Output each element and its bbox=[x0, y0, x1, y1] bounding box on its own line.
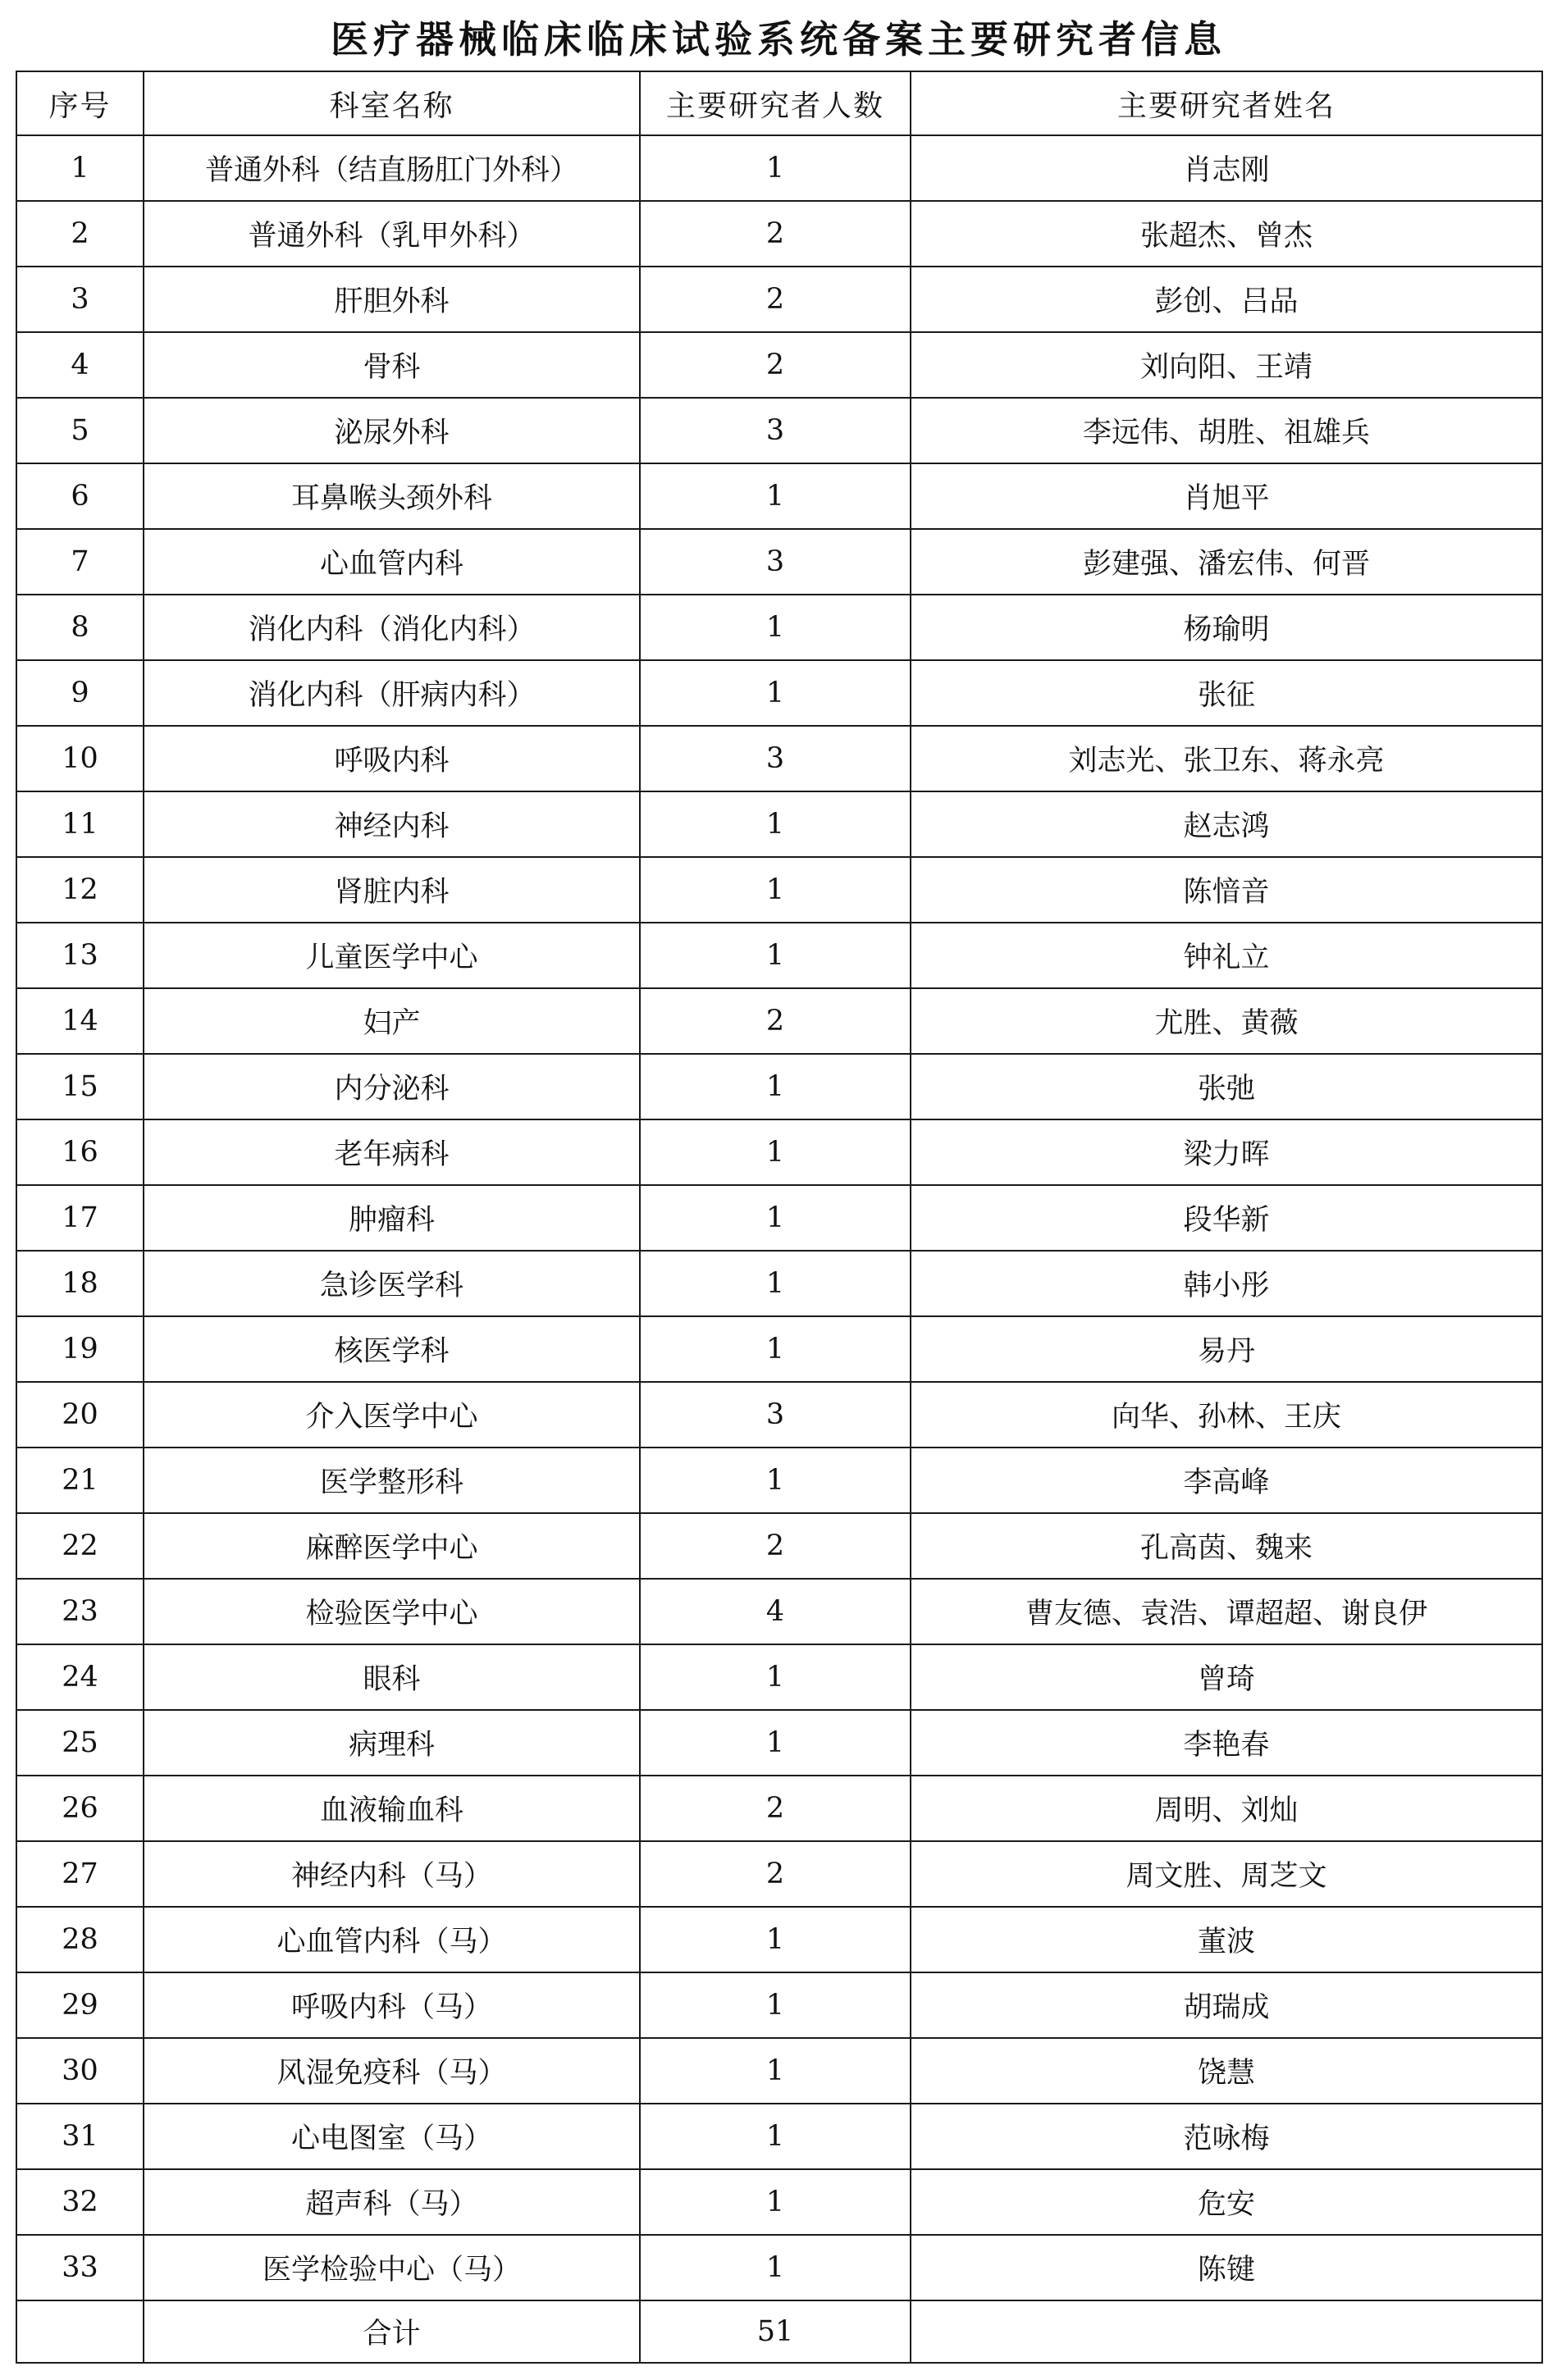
row-investigator-names: 胡瑞成 bbox=[911, 1972, 1542, 2038]
row-department: 麻醉医学中心 bbox=[144, 1513, 640, 1579]
row-department: 耳鼻喉头颈外科 bbox=[144, 463, 640, 529]
table-row bbox=[16, 2169, 1542, 2235]
row-department: 医学检验中心（马） bbox=[144, 2235, 640, 2300]
row-investigator-names: 肖旭平 bbox=[911, 463, 1542, 529]
row-serial-number: 17 bbox=[16, 1185, 144, 1251]
row-investigator-names: 梁力晖 bbox=[911, 1119, 1542, 1185]
row-serial-number: 12 bbox=[16, 857, 144, 923]
row-department: 检验医学中心 bbox=[144, 1579, 640, 1644]
table-row bbox=[16, 1513, 1542, 1579]
row-department: 普通外科（乳甲外科） bbox=[144, 201, 640, 267]
row-department: 儿童医学中心 bbox=[144, 923, 640, 988]
row-investigator-count: 1 bbox=[640, 923, 911, 988]
total-label: 合计 bbox=[144, 2300, 640, 2363]
row-investigator-names: 刘志光、张卫东、蒋永亮 bbox=[911, 726, 1542, 791]
row-investigator-names: 陈键 bbox=[911, 2235, 1542, 2300]
table-row bbox=[16, 529, 1542, 595]
row-serial-number: 18 bbox=[16, 1251, 144, 1316]
table-row bbox=[16, 1316, 1542, 1382]
row-investigator-names: 韩小彤 bbox=[911, 1251, 1542, 1316]
header-investigator-count: 主要研究者人数 bbox=[640, 71, 911, 135]
row-department: 核医学科 bbox=[144, 1316, 640, 1382]
table-row bbox=[16, 1776, 1542, 1841]
row-investigator-count: 1 bbox=[640, 1119, 911, 1185]
row-investigator-names: 曹友德、袁浩、谭超超、谢良伊 bbox=[911, 1579, 1542, 1644]
table-row bbox=[16, 923, 1542, 988]
table-row bbox=[16, 1841, 1542, 1907]
row-investigator-names: 钟礼立 bbox=[911, 923, 1542, 988]
row-department: 血液输血科 bbox=[144, 1776, 640, 1841]
row-investigator-count: 1 bbox=[640, 1251, 911, 1316]
row-investigator-count: 1 bbox=[640, 1972, 911, 2038]
row-serial-number: 19 bbox=[16, 1316, 144, 1382]
table-row bbox=[16, 660, 1542, 726]
row-department: 眼科 bbox=[144, 1644, 640, 1710]
table-footer bbox=[16, 2300, 1542, 2363]
table-row bbox=[16, 2235, 1542, 2300]
row-serial-number: 15 bbox=[16, 1054, 144, 1119]
row-serial-number: 21 bbox=[16, 1448, 144, 1513]
row-investigator-count: 1 bbox=[640, 1644, 911, 1710]
row-investigator-count: 2 bbox=[640, 201, 911, 267]
table-row bbox=[16, 988, 1542, 1054]
row-serial-number: 13 bbox=[16, 923, 144, 988]
page-title: 医疗器械临床临床试验系统备案主要研究者信息 bbox=[331, 17, 1226, 62]
row-investigator-names: 范咏梅 bbox=[911, 2104, 1542, 2169]
row-department: 心血管内科（马） bbox=[144, 1907, 640, 1972]
row-investigator-names: 李高峰 bbox=[911, 1448, 1542, 1513]
row-investigator-names: 张弛 bbox=[911, 1054, 1542, 1119]
row-serial-number: 11 bbox=[16, 791, 144, 857]
table-header bbox=[16, 71, 1542, 135]
row-investigator-count: 2 bbox=[640, 1841, 911, 1907]
row-investigator-count: 1 bbox=[640, 857, 911, 923]
row-serial-number: 33 bbox=[16, 2235, 144, 2300]
row-investigator-count: 1 bbox=[640, 1710, 911, 1776]
investigator-table bbox=[16, 71, 1543, 2364]
row-investigator-names: 饶慧 bbox=[911, 2038, 1542, 2104]
table-row bbox=[16, 1119, 1542, 1185]
row-investigator-count: 1 bbox=[640, 2038, 911, 2104]
row-serial-number: 8 bbox=[16, 595, 144, 660]
row-department: 心血管内科 bbox=[144, 529, 640, 595]
table-row bbox=[16, 857, 1542, 923]
row-serial-number: 10 bbox=[16, 726, 144, 791]
table-row bbox=[16, 1972, 1542, 2038]
row-serial-number: 28 bbox=[16, 1907, 144, 1972]
row-investigator-names: 周文胜、周芝文 bbox=[911, 1841, 1542, 1907]
header-serial-number: 序号 bbox=[16, 71, 144, 135]
table-row bbox=[16, 595, 1542, 660]
row-serial-number: 1 bbox=[16, 135, 144, 201]
table-row bbox=[16, 1382, 1542, 1448]
row-serial-number: 24 bbox=[16, 1644, 144, 1710]
row-serial-number: 20 bbox=[16, 1382, 144, 1448]
row-investigator-names: 董波 bbox=[911, 1907, 1542, 1972]
row-investigator-count: 1 bbox=[640, 1448, 911, 1513]
header-investigator-names: 主要研究者姓名 bbox=[911, 71, 1542, 135]
row-investigator-names: 彭建强、潘宏伟、何晋 bbox=[911, 529, 1542, 595]
row-investigator-count: 1 bbox=[640, 791, 911, 857]
row-department: 妇产 bbox=[144, 988, 640, 1054]
row-investigator-names: 刘向阳、王靖 bbox=[911, 332, 1542, 398]
row-investigator-names: 李远伟、胡胜、祖雄兵 bbox=[911, 398, 1542, 463]
row-investigator-count: 3 bbox=[640, 726, 911, 791]
row-investigator-names: 段华新 bbox=[911, 1185, 1542, 1251]
table-row bbox=[16, 2038, 1542, 2104]
row-serial-number: 32 bbox=[16, 2169, 144, 2235]
table-row bbox=[16, 1579, 1542, 1644]
row-investigator-count: 2 bbox=[640, 1513, 911, 1579]
row-investigator-count: 1 bbox=[640, 463, 911, 529]
row-department: 呼吸内科（马） bbox=[144, 1972, 640, 2038]
row-department: 神经内科 bbox=[144, 791, 640, 857]
row-investigator-names: 肖志刚 bbox=[911, 135, 1542, 201]
row-investigator-names: 危安 bbox=[911, 2169, 1542, 2235]
table-row bbox=[16, 1054, 1542, 1119]
row-serial-number: 5 bbox=[16, 398, 144, 463]
row-serial-number: 29 bbox=[16, 1972, 144, 2038]
table-row bbox=[16, 2104, 1542, 2169]
row-investigator-names: 周明、刘灿 bbox=[911, 1776, 1542, 1841]
row-investigator-names: 孔高茵、魏来 bbox=[911, 1513, 1542, 1579]
table-row bbox=[16, 1251, 1542, 1316]
row-investigator-count: 1 bbox=[640, 660, 911, 726]
table-row bbox=[16, 726, 1542, 791]
table-row bbox=[16, 1710, 1542, 1776]
row-department: 老年病科 bbox=[144, 1119, 640, 1185]
row-investigator-names: 赵志鸿 bbox=[911, 791, 1542, 857]
row-investigator-names: 曾琦 bbox=[911, 1644, 1542, 1710]
row-department: 消化内科（消化内科） bbox=[144, 595, 640, 660]
total-row bbox=[16, 2300, 1542, 2363]
row-department: 风湿免疫科（马） bbox=[144, 2038, 640, 2104]
row-investigator-count: 1 bbox=[640, 1054, 911, 1119]
row-serial-number: 7 bbox=[16, 529, 144, 595]
row-serial-number: 4 bbox=[16, 332, 144, 398]
row-department: 消化内科（肝病内科） bbox=[144, 660, 640, 726]
row-department: 普通外科（结直肠肛门外科） bbox=[144, 135, 640, 201]
row-investigator-count: 2 bbox=[640, 988, 911, 1054]
row-investigator-names: 向华、孙林、王庆 bbox=[911, 1382, 1542, 1448]
row-department: 介入医学中心 bbox=[144, 1382, 640, 1448]
row-serial-number: 23 bbox=[16, 1579, 144, 1644]
row-investigator-names: 张征 bbox=[911, 660, 1542, 726]
row-investigator-count: 1 bbox=[640, 595, 911, 660]
row-investigator-count: 1 bbox=[640, 1185, 911, 1251]
row-investigator-names: 李艳春 bbox=[911, 1710, 1542, 1776]
row-department: 泌尿外科 bbox=[144, 398, 640, 463]
total-count: 51 bbox=[640, 2300, 911, 2363]
row-serial-number: 6 bbox=[16, 463, 144, 529]
total-serial-cell bbox=[16, 2300, 144, 2363]
row-investigator-names: 彭创、吕品 bbox=[911, 267, 1542, 332]
row-investigator-names: 陈愔音 bbox=[911, 857, 1542, 923]
row-department: 急诊医学科 bbox=[144, 1251, 640, 1316]
table-row bbox=[16, 135, 1542, 201]
row-investigator-count: 2 bbox=[640, 267, 911, 332]
table-row bbox=[16, 1185, 1542, 1251]
row-investigator-count: 1 bbox=[640, 1907, 911, 1972]
row-serial-number: 31 bbox=[16, 2104, 144, 2169]
table-row bbox=[16, 332, 1542, 398]
row-investigator-count: 3 bbox=[640, 1382, 911, 1448]
row-investigator-count: 1 bbox=[640, 135, 911, 201]
row-department: 医学整形科 bbox=[144, 1448, 640, 1513]
row-investigator-count: 2 bbox=[640, 1776, 911, 1841]
row-serial-number: 14 bbox=[16, 988, 144, 1054]
row-serial-number: 25 bbox=[16, 1710, 144, 1776]
row-department: 心电图室（马） bbox=[144, 2104, 640, 2169]
header-department: 科室名称 bbox=[144, 71, 640, 135]
row-investigator-count: 1 bbox=[640, 2104, 911, 2169]
header-row bbox=[16, 71, 1542, 135]
row-investigator-names: 张超杰、曾杰 bbox=[911, 201, 1542, 267]
row-investigator-names: 尤胜、黄薇 bbox=[911, 988, 1542, 1054]
total-names-cell bbox=[911, 2300, 1542, 2363]
row-serial-number: 30 bbox=[16, 2038, 144, 2104]
table-row bbox=[16, 1644, 1542, 1710]
row-department: 肿瘤科 bbox=[144, 1185, 640, 1251]
row-investigator-count: 1 bbox=[640, 2169, 911, 2235]
row-investigator-count: 1 bbox=[640, 1316, 911, 1382]
table-body bbox=[16, 135, 1542, 2300]
table-row bbox=[16, 267, 1542, 332]
row-investigator-count: 3 bbox=[640, 529, 911, 595]
table-row bbox=[16, 398, 1542, 463]
row-investigator-count: 2 bbox=[640, 332, 911, 398]
row-investigator-count: 4 bbox=[640, 1579, 911, 1644]
row-department: 超声科（马） bbox=[144, 2169, 640, 2235]
row-department: 肾脏内科 bbox=[144, 857, 640, 923]
row-investigator-names: 杨瑜明 bbox=[911, 595, 1542, 660]
row-serial-number: 2 bbox=[16, 201, 144, 267]
table-row bbox=[16, 1448, 1542, 1513]
row-investigator-count: 1 bbox=[640, 2235, 911, 2300]
row-serial-number: 26 bbox=[16, 1776, 144, 1841]
table-row bbox=[16, 201, 1542, 267]
row-department: 骨科 bbox=[144, 332, 640, 398]
table-row bbox=[16, 791, 1542, 857]
row-serial-number: 27 bbox=[16, 1841, 144, 1907]
row-investigator-names: 易丹 bbox=[911, 1316, 1542, 1382]
table-row bbox=[16, 463, 1542, 529]
row-serial-number: 3 bbox=[16, 267, 144, 332]
row-serial-number: 22 bbox=[16, 1513, 144, 1579]
row-department: 呼吸内科 bbox=[144, 726, 640, 791]
row-department: 神经内科（马） bbox=[144, 1841, 640, 1907]
table-row bbox=[16, 1907, 1542, 1972]
row-department: 内分泌科 bbox=[144, 1054, 640, 1119]
row-investigator-count: 3 bbox=[640, 398, 911, 463]
row-department: 病理科 bbox=[144, 1710, 640, 1776]
row-department: 肝胆外科 bbox=[144, 267, 640, 332]
row-serial-number: 16 bbox=[16, 1119, 144, 1185]
row-serial-number: 9 bbox=[16, 660, 144, 726]
